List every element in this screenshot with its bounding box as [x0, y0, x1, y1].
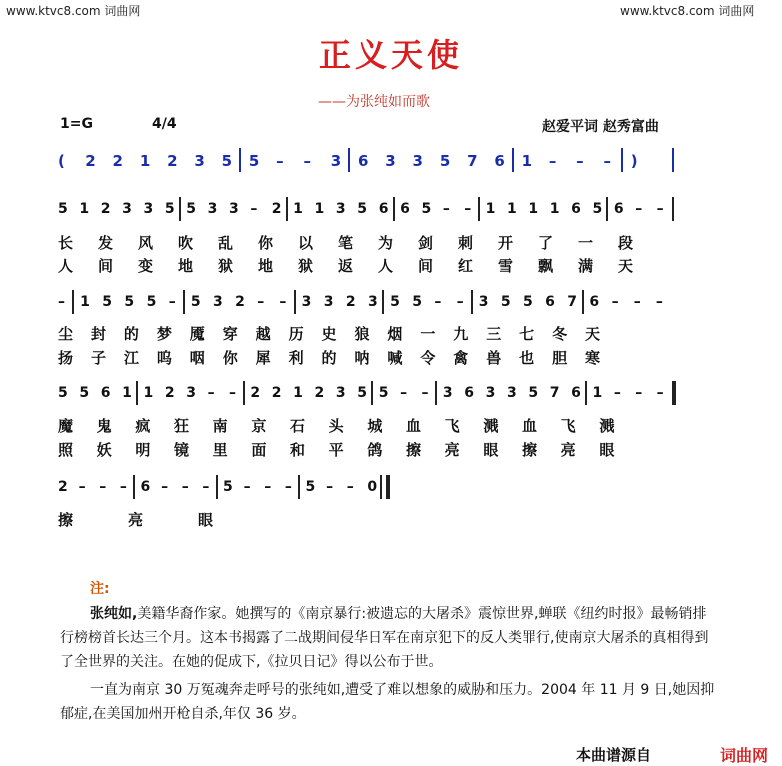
lyric-char: 历	[288, 325, 304, 343]
lyric-char: 狱	[218, 257, 234, 275]
note: 3	[213, 294, 223, 310]
note: 1	[592, 385, 603, 401]
lyric-char: 妖	[96, 441, 112, 459]
lyric-char: 也	[519, 349, 535, 367]
lyric-char: 亮	[560, 441, 576, 459]
note: 5	[146, 294, 157, 310]
note: 7	[467, 152, 478, 170]
barline	[471, 290, 473, 314]
barline	[371, 381, 373, 405]
note: 1	[293, 385, 303, 401]
note: 6	[358, 152, 369, 170]
note: 3	[385, 152, 396, 170]
lyric-char: 越	[255, 325, 271, 343]
lyric-char: 擦	[522, 441, 538, 459]
note: –	[229, 385, 237, 401]
lyric-char: 明	[135, 441, 151, 459]
note: –	[264, 479, 272, 495]
lyric-char: 穿	[222, 325, 238, 343]
barline	[298, 475, 300, 499]
note: –	[243, 479, 251, 495]
final-barline-thin	[380, 475, 382, 499]
note: 3	[330, 152, 342, 170]
note: –	[279, 294, 287, 310]
note: –	[434, 294, 442, 310]
lyric-char: 疯	[135, 417, 151, 435]
footer-brand: 词曲网	[720, 746, 769, 765]
lyric-char: 开	[498, 234, 514, 252]
barline	[243, 381, 245, 405]
lyric-char: 鬼	[96, 417, 112, 435]
lyric-char: 的	[123, 325, 139, 343]
note: 5	[528, 385, 539, 401]
intro-staff	[58, 152, 698, 178]
lyric-char: 雪	[498, 257, 514, 275]
lyric-char: 南	[212, 417, 228, 435]
key-signature: 1=G	[60, 116, 93, 132]
note: –	[119, 479, 127, 495]
lyric-char: 和	[290, 441, 306, 459]
lyric-char: 鸽	[367, 441, 383, 459]
lyric-char: 笔	[338, 234, 354, 252]
note: 5	[248, 152, 260, 170]
time-signature: 4/4	[152, 116, 177, 132]
lyric-char: 胆	[552, 349, 568, 367]
barline	[179, 197, 181, 221]
lyric-char: 剑	[418, 234, 434, 252]
lyric-char: 天	[618, 257, 634, 275]
lyric-char: 人	[58, 257, 74, 275]
staff-row-1	[58, 201, 698, 227]
note: 1	[528, 201, 539, 217]
barline	[136, 381, 138, 405]
note: 1	[549, 201, 560, 217]
lyric-char: 狱	[298, 257, 314, 275]
lyric-char: 寒	[585, 349, 601, 367]
note: –	[633, 294, 641, 310]
note: 3	[485, 385, 496, 401]
note: 2	[100, 201, 111, 217]
note: 6	[378, 201, 389, 217]
lyric-char: 咽	[189, 349, 205, 367]
note: 1	[122, 385, 132, 401]
note: 5	[357, 385, 368, 401]
lyric-char: 溅	[599, 417, 615, 435]
staff-row-3	[58, 385, 698, 411]
note: 5	[412, 294, 423, 310]
lyric-char: 擦	[58, 511, 74, 529]
note: 1	[293, 201, 303, 217]
notes-body	[60, 602, 720, 726]
barline	[478, 197, 480, 221]
lyric-char: 兽	[486, 349, 502, 367]
lyric-char: 天	[585, 325, 601, 343]
note: 2	[314, 385, 325, 401]
lyric-char: 禽	[453, 349, 469, 367]
song-subtitle: ——为张纯如而歌	[318, 94, 430, 110]
lyric-char: 吹	[178, 234, 194, 252]
note: 5	[500, 294, 511, 310]
notes-heading-label: 注:	[90, 581, 110, 597]
barline	[72, 290, 74, 314]
note: 2	[164, 385, 175, 401]
note: 2	[167, 152, 178, 170]
note: 2	[345, 294, 356, 310]
lyric-char: 风	[138, 234, 154, 252]
lyric-char: 以	[298, 234, 314, 252]
song-title: 正义天使	[318, 36, 463, 74]
note: –	[656, 385, 664, 401]
lyric-char: 利	[288, 349, 304, 367]
lyric-char: 溅	[483, 417, 499, 435]
note: –	[284, 479, 292, 495]
notes-person-name: 张纯如,	[90, 606, 138, 622]
lyric-char: 段	[618, 234, 634, 252]
note: 1	[139, 152, 151, 170]
barline	[133, 475, 135, 499]
lyric-char: 你	[258, 234, 274, 252]
lyric-char: 江	[123, 349, 139, 367]
note: 5	[58, 201, 68, 217]
lyric-char: 令	[420, 349, 436, 367]
barline	[393, 197, 395, 221]
note: 3	[122, 201, 132, 217]
note: 6	[464, 385, 474, 401]
note: –	[99, 479, 107, 495]
note: 5	[378, 385, 389, 401]
note: 5	[190, 294, 201, 310]
note: –	[207, 385, 215, 401]
lyric-char: 的	[321, 349, 337, 367]
footer-source: 本曲谱源自	[576, 746, 652, 764]
watermark-right: www.ktvc8.com 词曲网	[620, 4, 755, 18]
note: –	[161, 479, 169, 495]
note: 3	[368, 294, 378, 310]
lyric-char: 镜	[174, 441, 190, 459]
lyric-char: 地	[258, 257, 274, 275]
note: 1	[143, 385, 154, 401]
lyric-char: 呐	[354, 349, 370, 367]
barline	[435, 381, 437, 405]
note: 3	[143, 201, 154, 217]
note: 6	[571, 201, 581, 217]
lyric-char: 犀	[255, 349, 271, 367]
barline	[382, 290, 384, 314]
note: –	[655, 294, 663, 310]
end-barline	[672, 381, 676, 405]
note: –	[168, 294, 176, 310]
note: 2	[250, 385, 261, 401]
lyric-char: 亮	[128, 511, 144, 529]
lyric-char: 三	[486, 325, 502, 343]
lyric-char: 飞	[560, 417, 576, 435]
note: 5	[124, 294, 135, 310]
lyric-char: 人	[378, 257, 394, 275]
note: 5	[523, 294, 533, 310]
barline	[621, 148, 623, 172]
lyric-char: 九	[453, 325, 469, 343]
lyric-char: 亮	[444, 441, 460, 459]
note: 3	[229, 201, 239, 217]
barline	[286, 197, 288, 221]
lyric-char: 长	[58, 234, 74, 252]
lyric-char: 照	[58, 441, 74, 459]
note: –	[250, 201, 258, 217]
lyric-char: 变	[138, 257, 154, 275]
lyric-char: 地	[178, 257, 194, 275]
lyric-char: 喊	[387, 349, 403, 367]
barline	[582, 290, 584, 314]
note: –	[442, 201, 450, 217]
lyric-char: 间	[98, 257, 114, 275]
note: 7	[567, 294, 578, 310]
end-barline	[672, 197, 674, 221]
credits: 赵爱平词 赵秀富曲	[542, 119, 659, 135]
lyric-char: 扬	[58, 349, 74, 367]
note: –	[346, 479, 354, 495]
watermark-left: www.ktvc8.com 词曲网	[6, 4, 141, 18]
lyric-char: 发	[98, 234, 114, 252]
note: 3	[194, 152, 205, 170]
note: –	[656, 201, 664, 217]
lyric-char: 梦	[156, 325, 172, 343]
note: 3	[506, 385, 517, 401]
note: (	[58, 152, 65, 170]
lyric-char: 狼	[354, 325, 370, 343]
lyric-char: 城	[367, 417, 383, 435]
note: –	[635, 201, 643, 217]
note: –	[202, 479, 210, 495]
lyric-char: 你	[222, 349, 238, 367]
note: 5	[592, 201, 603, 217]
note: 1	[506, 201, 517, 217]
note: 3	[323, 294, 334, 310]
note: 7	[549, 385, 560, 401]
note: 2	[112, 152, 123, 170]
lyric-char: 魇	[189, 325, 205, 343]
note: –	[548, 152, 557, 170]
note: –	[257, 294, 265, 310]
note: –	[181, 479, 189, 495]
lyric-char: 封	[90, 325, 106, 343]
lyric-char: 面	[251, 441, 267, 459]
note: 5	[421, 201, 432, 217]
note: 5	[305, 479, 316, 495]
lyric-char: 平	[328, 441, 344, 459]
lyric-char: 飘	[538, 257, 554, 275]
notes-paragraph-2: 一直为南京 30 万冤魂奔走呼号的张纯如,遭受了难以想象的威胁和压力。2004 年 11 月 9 日,她因抑郁症,在美国加州开枪自杀,年仅 36 岁。	[60, 682, 715, 722]
final-barline-thick	[386, 475, 390, 499]
lyric-char: 京	[251, 417, 267, 435]
note: 6	[400, 201, 410, 217]
note: –	[421, 385, 429, 401]
note: 1	[485, 201, 496, 217]
barline	[294, 290, 296, 314]
note: 5	[186, 201, 197, 217]
note: –	[276, 152, 284, 170]
note: 6	[613, 201, 624, 217]
lyric-char: 眼	[198, 511, 214, 529]
lyric-char: 里	[212, 441, 228, 459]
barline	[606, 197, 608, 221]
staff-row-2	[58, 294, 698, 320]
note: 2	[85, 152, 96, 170]
barline	[183, 290, 185, 314]
note: 3	[478, 294, 489, 310]
note: 2	[58, 479, 68, 495]
lyric-char: 血	[522, 417, 538, 435]
lyric-char: 返	[338, 257, 354, 275]
note: 6	[100, 385, 111, 401]
note: 2	[271, 201, 282, 217]
note: 3	[207, 201, 218, 217]
note: 6	[140, 479, 151, 495]
note: –	[576, 152, 584, 170]
lyric-char: 尘	[58, 325, 74, 343]
note: 6	[589, 294, 600, 310]
note: –	[58, 294, 65, 310]
note: 1	[80, 294, 90, 310]
lyric-char: 了	[538, 234, 554, 252]
lyric-char: 血	[406, 417, 422, 435]
barline	[348, 148, 350, 172]
note: 5	[58, 385, 68, 401]
lyric-char: 眼	[599, 441, 615, 459]
lyric-char: 魔	[58, 417, 74, 435]
lyric-char: 一	[578, 234, 594, 252]
note: –	[78, 479, 86, 495]
note: 3	[186, 385, 197, 401]
note: 5	[102, 294, 113, 310]
note: 1	[79, 201, 90, 217]
note: 5	[357, 201, 368, 217]
note: –	[603, 152, 611, 170]
note: –	[456, 294, 464, 310]
note: 5	[164, 201, 175, 217]
note: 3	[335, 385, 346, 401]
lyric-char: 七	[519, 325, 535, 343]
note: 3	[442, 385, 453, 401]
note: –	[464, 201, 472, 217]
lyric-char: 乱	[218, 234, 234, 252]
notes-heading	[90, 578, 110, 598]
notes-paragraph-1	[60, 602, 720, 674]
lyric-char: 满	[578, 257, 594, 275]
note: –	[326, 479, 334, 495]
note: 2	[271, 385, 282, 401]
lyric-char: 子	[90, 349, 106, 367]
note: 6	[545, 294, 555, 310]
end-barline	[672, 148, 674, 172]
note: –	[611, 294, 619, 310]
note: 2	[235, 294, 245, 310]
note: 3	[412, 152, 423, 170]
barline	[216, 475, 218, 499]
lyric-char: 刺	[458, 234, 474, 252]
lyric-char: 红	[458, 257, 474, 275]
lyric-char: 飞	[444, 417, 460, 435]
note: 1	[521, 152, 533, 170]
note: 1	[314, 201, 325, 217]
lyric-char: 擦	[406, 441, 422, 459]
note: –	[303, 152, 311, 170]
barline	[239, 148, 241, 172]
lyric-char: 眼	[483, 441, 499, 459]
note: –	[400, 385, 408, 401]
barline	[512, 148, 514, 172]
lyric-char: 一	[420, 325, 436, 343]
note: –	[613, 385, 621, 401]
note: 3	[335, 201, 346, 217]
note: 0	[367, 479, 378, 495]
notes-paragraph-1-text: 美籍华裔作家。她撰写的《南京暴行:被遗忘的大屠杀》震惊世界,蝉联《纽约时报》最畅销排行榜榜首长达三个月。这本书揭露了二战期间侵华日军在南京犯下的反人类罪行,使南京大屠杀的真相得到了全世界的关注。在她的促成下,《拉贝日记》得以公布于世。	[60, 606, 709, 670]
note: 5	[223, 479, 233, 495]
lyric-char: 狂	[174, 417, 190, 435]
lyric-char: 冬	[552, 325, 568, 343]
note: 5	[79, 385, 90, 401]
lyric-char: 头	[328, 417, 344, 435]
lyric-char: 烟	[387, 325, 403, 343]
note: –	[635, 385, 643, 401]
note: 6	[494, 152, 505, 170]
note: 6	[571, 385, 581, 401]
note: 5	[221, 152, 233, 170]
note: )	[630, 152, 638, 170]
lyric-char: 石	[290, 417, 306, 435]
lyric-char: 间	[418, 257, 434, 275]
note: 3	[301, 294, 312, 310]
note: 5	[439, 152, 451, 170]
staff-row-4	[58, 479, 698, 505]
lyric-char: 为	[378, 234, 394, 252]
lyric-char: 史	[321, 325, 337, 343]
lyric-char: 呜	[156, 349, 172, 367]
note: 5	[390, 294, 400, 310]
barline	[585, 381, 587, 405]
